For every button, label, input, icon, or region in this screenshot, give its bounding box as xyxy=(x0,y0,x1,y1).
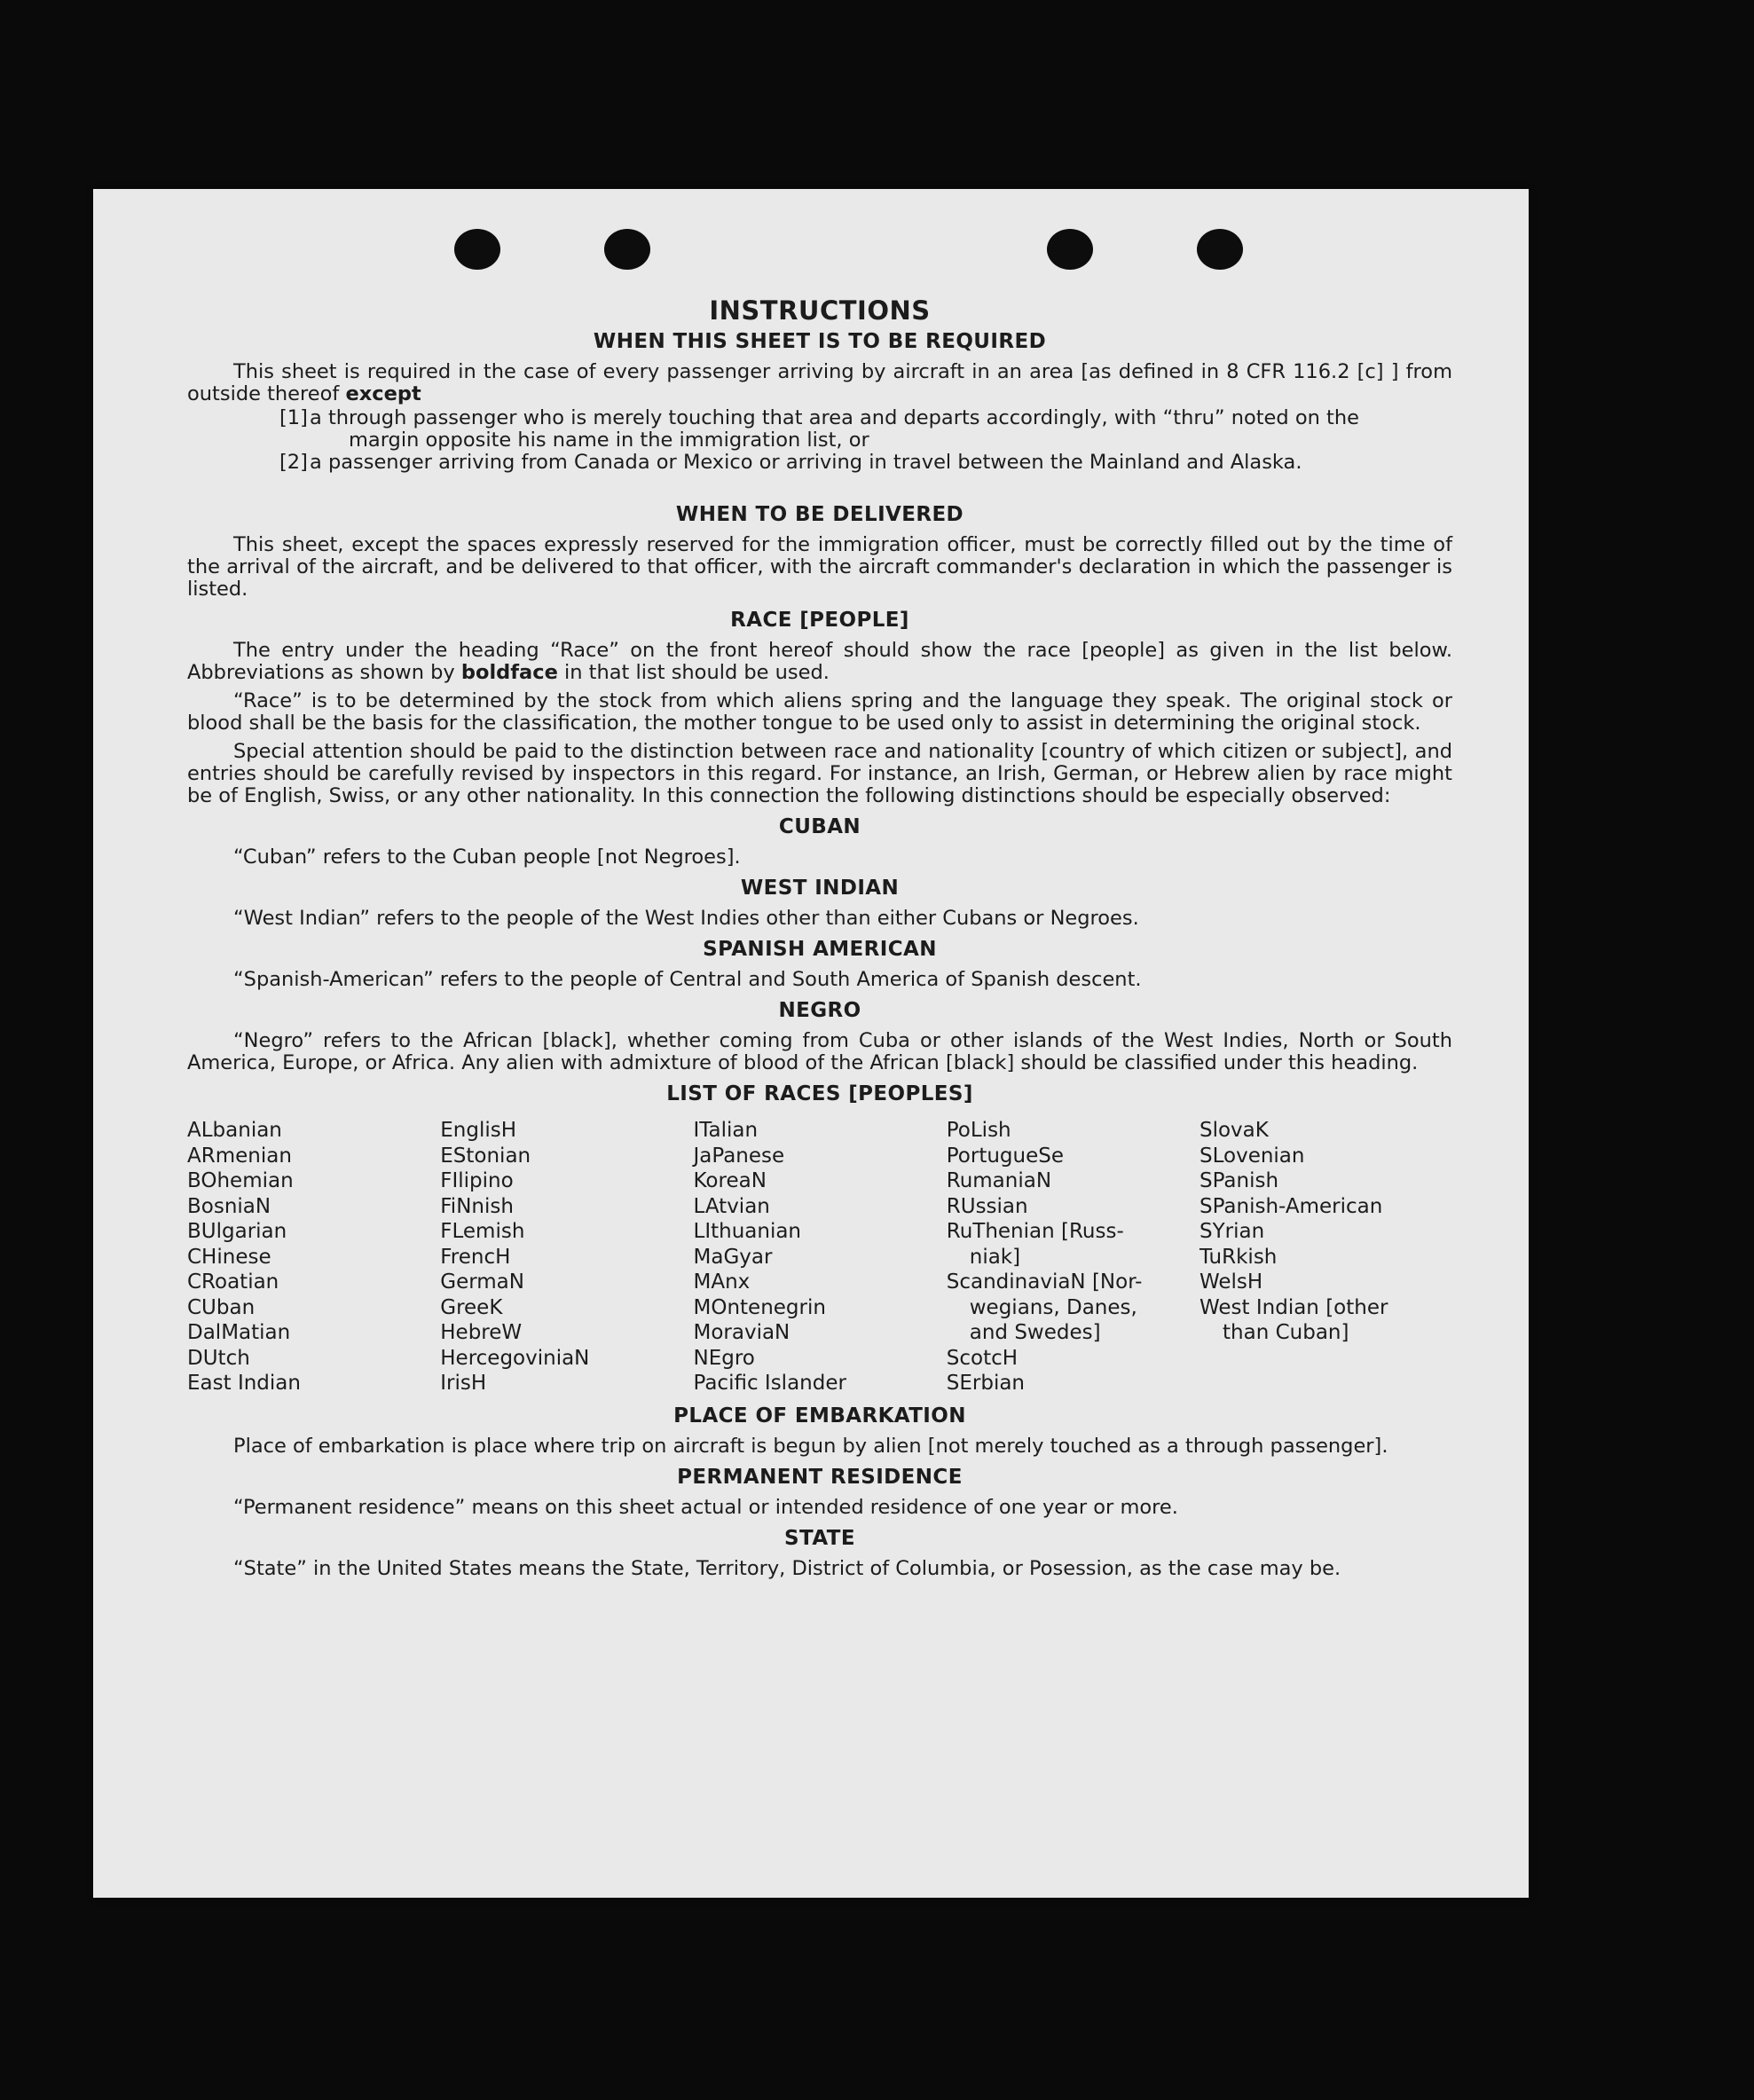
race-paragraph-2: “Race” is to be determined by the stock from which aliens spring and the language they speak. The original stock or blood shall be the basis for the classification, the mother tongue to be used only to assist in determining the original stock. xyxy=(187,689,1452,735)
state-text: “State” in the United States means the State, Territory, District of Columbia, or Posession, as the case may be. xyxy=(233,1556,1341,1580)
section-heading-spanish-american: SPANISH AMERICAN xyxy=(703,938,937,961)
punch-hole xyxy=(604,229,650,270)
race-entry: MOntenegrin xyxy=(693,1295,826,1319)
races-column xyxy=(187,1118,440,1396)
race-paragraph-3: Special attention should be paid to the distinction between race and nationality [country of which citizen or subject], and entries should be carefully revised by inspectors in this regard. For instance, an Irish, German, or Hebrew alien by race might be of English, Swiss, or any other nationality. In this connection the following distinctions should be especially observed: xyxy=(187,740,1452,807)
races-column xyxy=(1199,1118,1452,1396)
race-entry: SlovaK xyxy=(1199,1119,1269,1142)
races-column xyxy=(947,1118,1199,1396)
race-entry: SYrian xyxy=(1199,1220,1265,1243)
residence-text: “Permanent residence” means on this sheet actual or intended residence of one year or more. xyxy=(233,1495,1178,1519)
section-heading-negro: NEGRO xyxy=(778,999,861,1022)
race-entry: ITalian xyxy=(693,1119,759,1142)
race-entry: WelsH xyxy=(1199,1270,1263,1294)
race-entry: ARmenian xyxy=(187,1144,292,1168)
race-entry: MaGyar xyxy=(693,1245,773,1269)
race-entry: GreeK xyxy=(440,1295,503,1319)
punch-hole xyxy=(1197,229,1243,270)
race-paragraph-1: The entry under the heading “Race” on the front hereof should show the race [people] as given in the list below. Abbreviations as shown by boldface in that list should be used. xyxy=(187,639,1452,684)
race-entry: CHinese xyxy=(187,1245,271,1269)
race-entry: BOhemian xyxy=(187,1169,294,1192)
race-entry: FLemish xyxy=(440,1220,525,1243)
race-entry: BUlgarian xyxy=(187,1220,287,1243)
section-heading-residence: PERMANENT RESIDENCE xyxy=(677,1465,963,1489)
race-entry: SPanish xyxy=(1199,1169,1279,1192)
race-entry: PortugueSe xyxy=(946,1144,1064,1168)
race-entry: wegians, Danes, xyxy=(969,1295,1137,1319)
section-heading-race: RACE [PEOPLE] xyxy=(730,609,909,632)
section-heading-when-delivered: WHEN TO BE DELIVERED xyxy=(675,503,964,526)
race-entry: EnglisH xyxy=(440,1119,517,1142)
race-entry: SErbian xyxy=(946,1372,1025,1395)
race-entry: IrisH xyxy=(440,1372,487,1395)
race-entry: HercegoviniaN xyxy=(440,1346,590,1370)
race-entry: LIthuanian xyxy=(693,1220,802,1243)
exception-item-2: [2] a passenger arriving from Canada or Mexico or arriving in travel between the Mainland and Alaska. xyxy=(279,451,1302,474)
race-entry: BosniaN xyxy=(187,1194,271,1218)
race-entry: ScotcH xyxy=(946,1346,1019,1370)
when-required-intro: This sheet is required in the case of every passenger arriving by aircraft in an area [as defined in 8 CFR 116.2 [c] ] from outside thereof except xyxy=(187,360,1452,405)
race-entry: KoreaN xyxy=(693,1169,767,1192)
race-entry: Pacific Islander xyxy=(693,1372,846,1395)
when-delivered-text: This sheet, except the spaces expressly reserved for the immigration officer, must be correctly filled out by the time of the arrival of the aircraft, and be delivered to that officer, with the aircraft commander's declaration in which the passenger is listed. xyxy=(187,533,1452,601)
race-entry: TuRkish xyxy=(1199,1245,1278,1269)
race-entry: HebreW xyxy=(440,1321,523,1344)
punch-hole xyxy=(1047,229,1093,270)
race-entry: SPanish-American xyxy=(1199,1194,1383,1218)
race-entry: DUtch xyxy=(187,1346,250,1370)
race-entry: DalMatian xyxy=(187,1321,291,1344)
race-entry: niak] xyxy=(969,1245,1021,1269)
section-heading-embarkation: PLACE OF EMBARKATION xyxy=(673,1404,966,1428)
instructions-content xyxy=(187,295,1452,1584)
section-heading-west-indian: WEST INDIAN xyxy=(740,877,900,900)
race-entry: RUssian xyxy=(946,1194,1028,1218)
race-entry: FIlipino xyxy=(440,1169,514,1192)
negro-text: “Negro” refers to the African [black], whether coming from Cuba or other islands of the West Indies, North or South America, Europe, or Africa. Any alien with admixture of blood of the African [black] should be classified under this heading. xyxy=(187,1029,1452,1074)
page-title: INSTRUCTIONS xyxy=(709,295,931,326)
section-heading-when-required: WHEN THIS SHEET IS TO BE REQUIRED xyxy=(593,330,1047,353)
race-entry: RuThenian [Russ- xyxy=(946,1220,1124,1243)
section-heading-list-of-races: LIST OF RACES [PEOPLES] xyxy=(666,1082,973,1105)
race-entry: MAnx xyxy=(693,1270,751,1294)
races-column xyxy=(694,1118,947,1396)
race-entry: ScandinaviaN [Nor- xyxy=(946,1270,1143,1294)
race-entry: PoLish xyxy=(946,1119,1011,1142)
section-heading-state: STATE xyxy=(784,1526,855,1550)
races-list xyxy=(187,1118,1452,1396)
race-entry: MoraviaN xyxy=(693,1321,790,1344)
race-entry: LAtvian xyxy=(693,1194,770,1218)
race-entry: CUban xyxy=(187,1295,256,1319)
race-entry: and Swedes] xyxy=(969,1321,1101,1344)
embarkation-text: Place of embarkation is place where trip on aircraft is begun by alien [not merely touched as a through passenger]. xyxy=(233,1434,1388,1458)
section-heading-cuban: CUBAN xyxy=(778,815,861,838)
race-entry: ALbanian xyxy=(187,1119,282,1142)
document-sheet xyxy=(93,189,1529,1898)
spanish-american-text: “Spanish-American” refers to the people of Central and South America of Spanish descent. xyxy=(233,968,1142,991)
race-entry: than Cuban] xyxy=(1223,1321,1349,1344)
races-column xyxy=(440,1118,693,1396)
race-entry: West Indian [other xyxy=(1199,1295,1388,1319)
race-entry: EStonian xyxy=(440,1144,531,1168)
race-entry: GermaN xyxy=(440,1270,524,1294)
race-entry: NEgro xyxy=(693,1346,755,1370)
race-entry: FrencH xyxy=(440,1245,511,1269)
race-entry: JaPanese xyxy=(693,1144,785,1168)
cuban-text: “Cuban” refers to the Cuban people [not Negroes]. xyxy=(233,846,741,869)
race-entry: CRoatian xyxy=(187,1270,279,1294)
race-entry: SLovenian xyxy=(1199,1144,1305,1168)
race-entry: East Indian xyxy=(187,1372,301,1395)
west-indian-text: “West Indian” refers to the people of the West Indies other than either Cubans or Negroes. xyxy=(233,907,1139,930)
exception-item-1: [1] a through passenger who is merely touching that area and departs accordingly, with “thru” noted on the margin opposite his name in the immigration list, or xyxy=(279,406,1359,452)
punch-hole xyxy=(454,229,500,270)
race-entry: FiNnish xyxy=(440,1194,514,1218)
race-entry: RumaniaN xyxy=(946,1169,1052,1192)
